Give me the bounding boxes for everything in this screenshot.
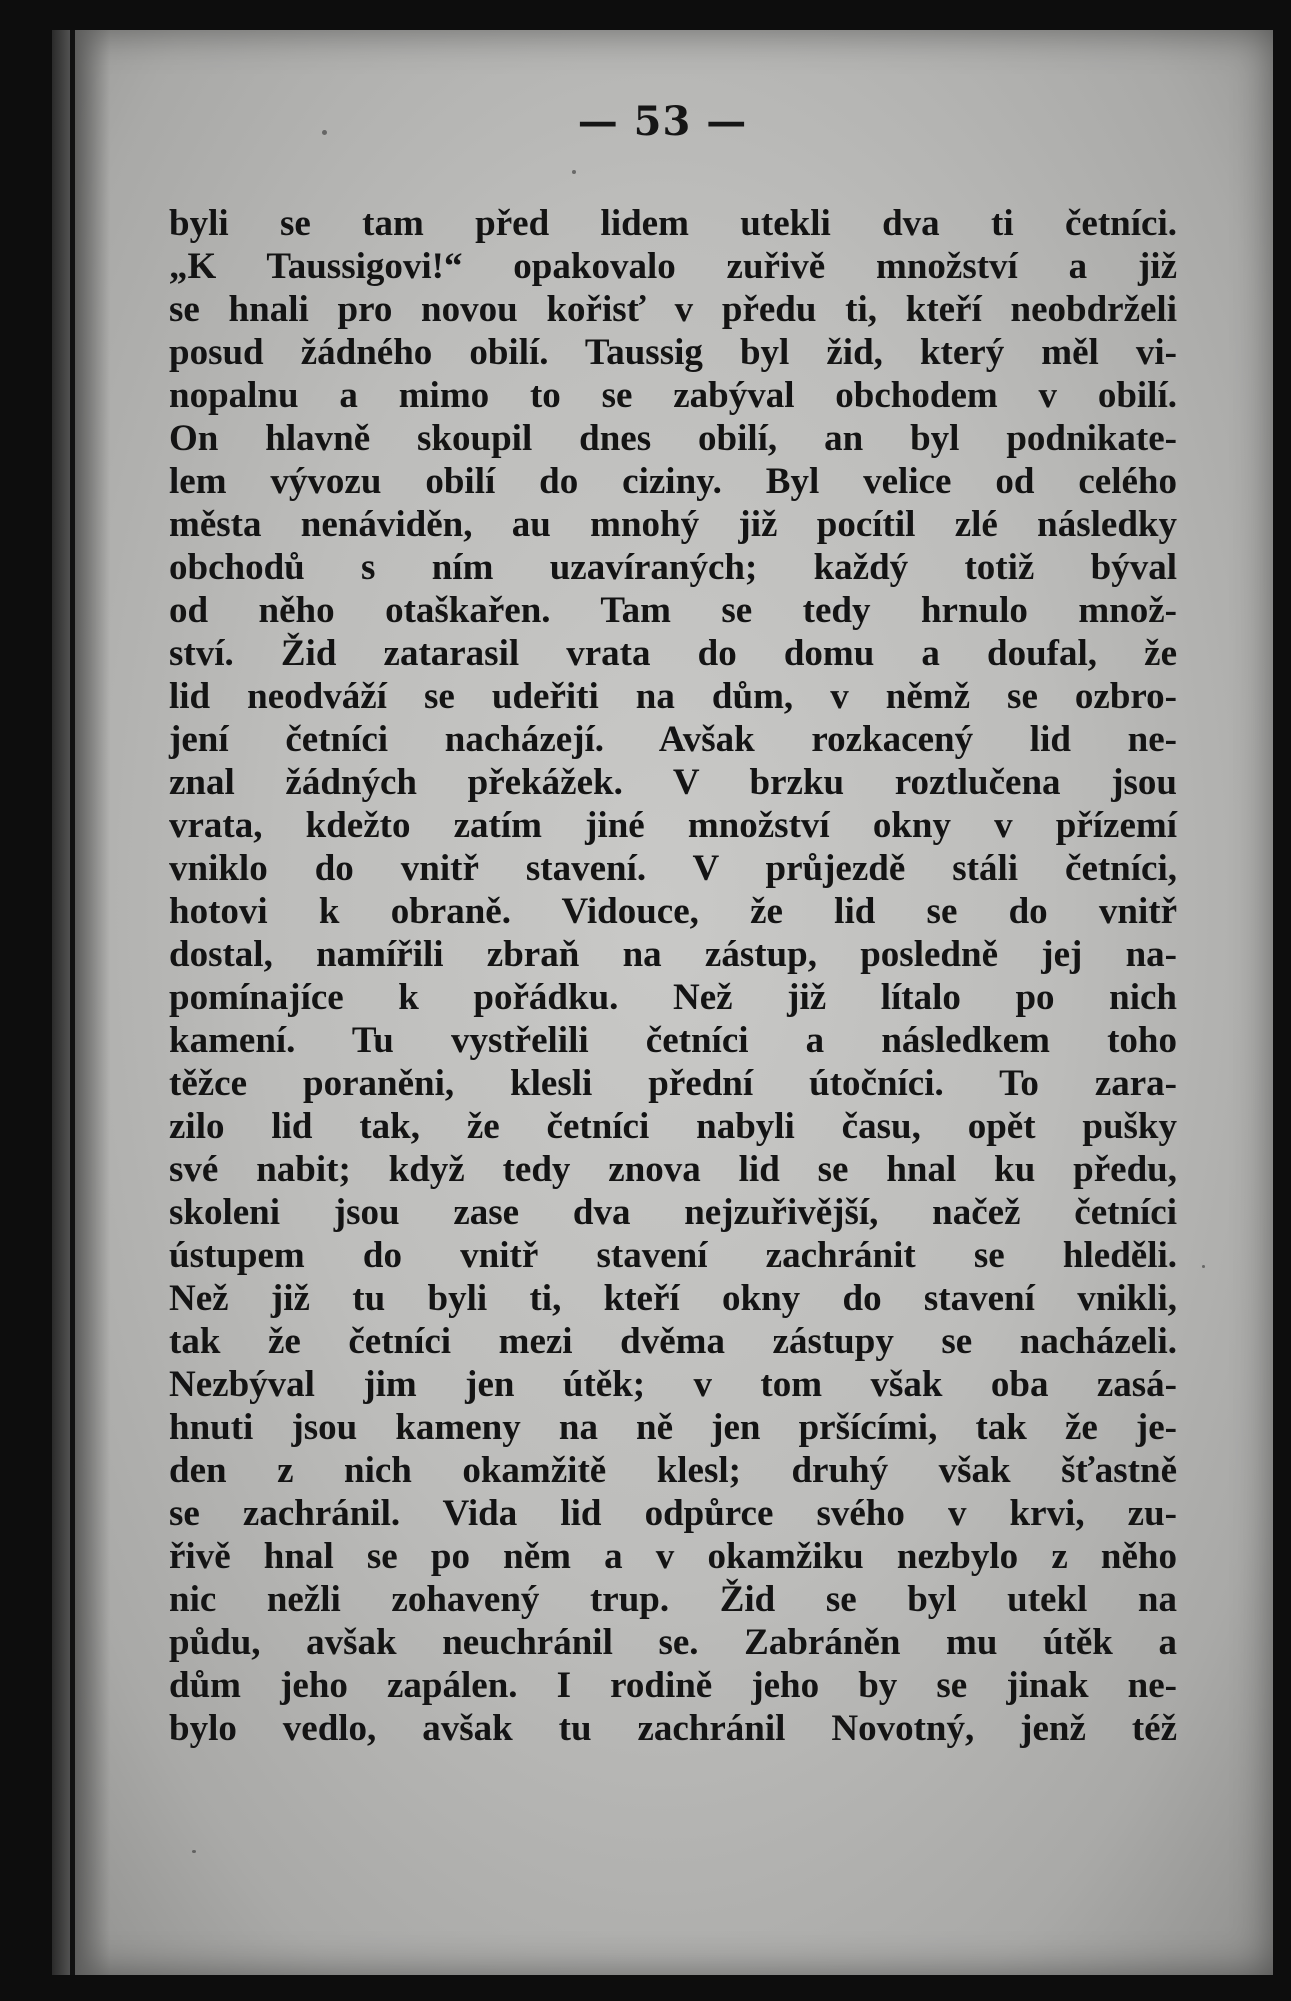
text-line: posud žádného obilí. Taussig byl žid, který měl vi-: [169, 332, 1177, 373]
text-line: se hnali pro novou kořisť v předu ti, kteří neobdrželi: [169, 289, 1177, 330]
text-line: zilo lid tak, že četníci nabyli času, opět pušky: [169, 1106, 1177, 1147]
text-line: nopalnu a mimo to se zabýval obchodem v obilí.: [169, 375, 1177, 416]
text-line: se zachránil. Vida lid odpůrce svého v krvi, zu-: [169, 1493, 1177, 1534]
text-line: byli se tam před lidem utekli dva ti četníci.: [169, 203, 1177, 244]
binding-edge: [70, 30, 75, 1975]
text-line: lid neodváží se udeřiti na dům, v němž se ozbro-: [169, 676, 1177, 717]
text-line: den z nich okamžitě klesl; druhý však šťastně: [169, 1450, 1177, 1491]
text-line: vniklo do vnitř stavení. V průjezdě stáli četníci,: [169, 848, 1177, 889]
dust-speck: [192, 1850, 196, 1853]
text-line: znal žádných překážek. V brzku roztlučena jsou: [169, 762, 1177, 803]
text-line: vrata, kdežto zatím jiné množství okny v přízemí: [169, 805, 1177, 846]
text-line: půdu, avšak neuchránil se. Zabráněn mu útěk a: [169, 1622, 1177, 1663]
text-line: pomínajíce k pořádku. Než již lítalo po nich: [169, 977, 1177, 1018]
text-line: dostal, namířili zbraň na zástup, posledně jej na-: [169, 934, 1177, 975]
text-line: bylo vedlo, avšak tu zachránil Novotný, jenž též: [169, 1708, 1177, 1749]
text-line: tak že četníci mezi dvěma zástupy se nacházeli.: [169, 1321, 1177, 1362]
page-gutter-shadow: [52, 30, 110, 1975]
book-page: [52, 30, 1273, 1975]
text-line: od něho otaškařen. Tam se tedy hrnulo množ-: [169, 590, 1177, 631]
text-line: dům jeho zapálen. I rodině jeho by se jinak ne-: [169, 1665, 1177, 1706]
text-line: hotovi k obraně. Vidouce, že lid se do vnitř: [169, 891, 1177, 932]
text-line: těžce poraněni, klesli přední útočníci. To zara-: [169, 1063, 1177, 1104]
text-line: kamení. Tu vystřelili četníci a následkem toho: [169, 1020, 1177, 1061]
dust-speck: [572, 170, 576, 174]
text-line: řivě hnal se po něm a v okamžiku nezbylo z něho: [169, 1536, 1177, 1577]
dust-speck: [1202, 1265, 1205, 1268]
text-line: obchodů s ním uzavíraných; každý totiž býval: [169, 547, 1177, 588]
text-line: On hlavně skoupil dnes obilí, an byl podnikate-: [169, 418, 1177, 459]
body-text: [169, 202, 1177, 1750]
text-line: ústupem do vnitř stavení zachránit se hleděli.: [169, 1235, 1177, 1276]
text-line: lem vývozu obilí do ciziny. Byl velice od celého: [169, 461, 1177, 502]
page-number: — 53 —: [577, 98, 748, 145]
text-line: Než již tu byli ti, kteří okny do stavení vnikli,: [169, 1278, 1177, 1319]
text-line: hnuti jsou kameny na ně jen pršícími, tak že je-: [169, 1407, 1177, 1448]
text-line: jení četníci nacházejí. Avšak rozkacený lid ne-: [169, 719, 1177, 760]
dust-speck: [322, 130, 327, 135]
text-line: skoleni jsou zase dva nejzuřivější, načež četníci: [169, 1192, 1177, 1233]
text-line: „K Taussigovi!“ opakovalo zuřivě množství a již: [169, 246, 1177, 287]
text-line: ství. Žid zatarasil vrata do domu a doufal, že: [169, 633, 1177, 674]
text-line: Nezbýval jim jen útěk; v tom však oba zasá-: [169, 1364, 1177, 1405]
text-line: města nenáviděn, au mnohý již pocítil zlé následky: [169, 504, 1177, 545]
text-line: své nabit; když tedy znova lid se hnal ku předu,: [169, 1149, 1177, 1190]
text-line: nic nežli zohavený trup. Žid se byl utekl na: [169, 1579, 1177, 1620]
